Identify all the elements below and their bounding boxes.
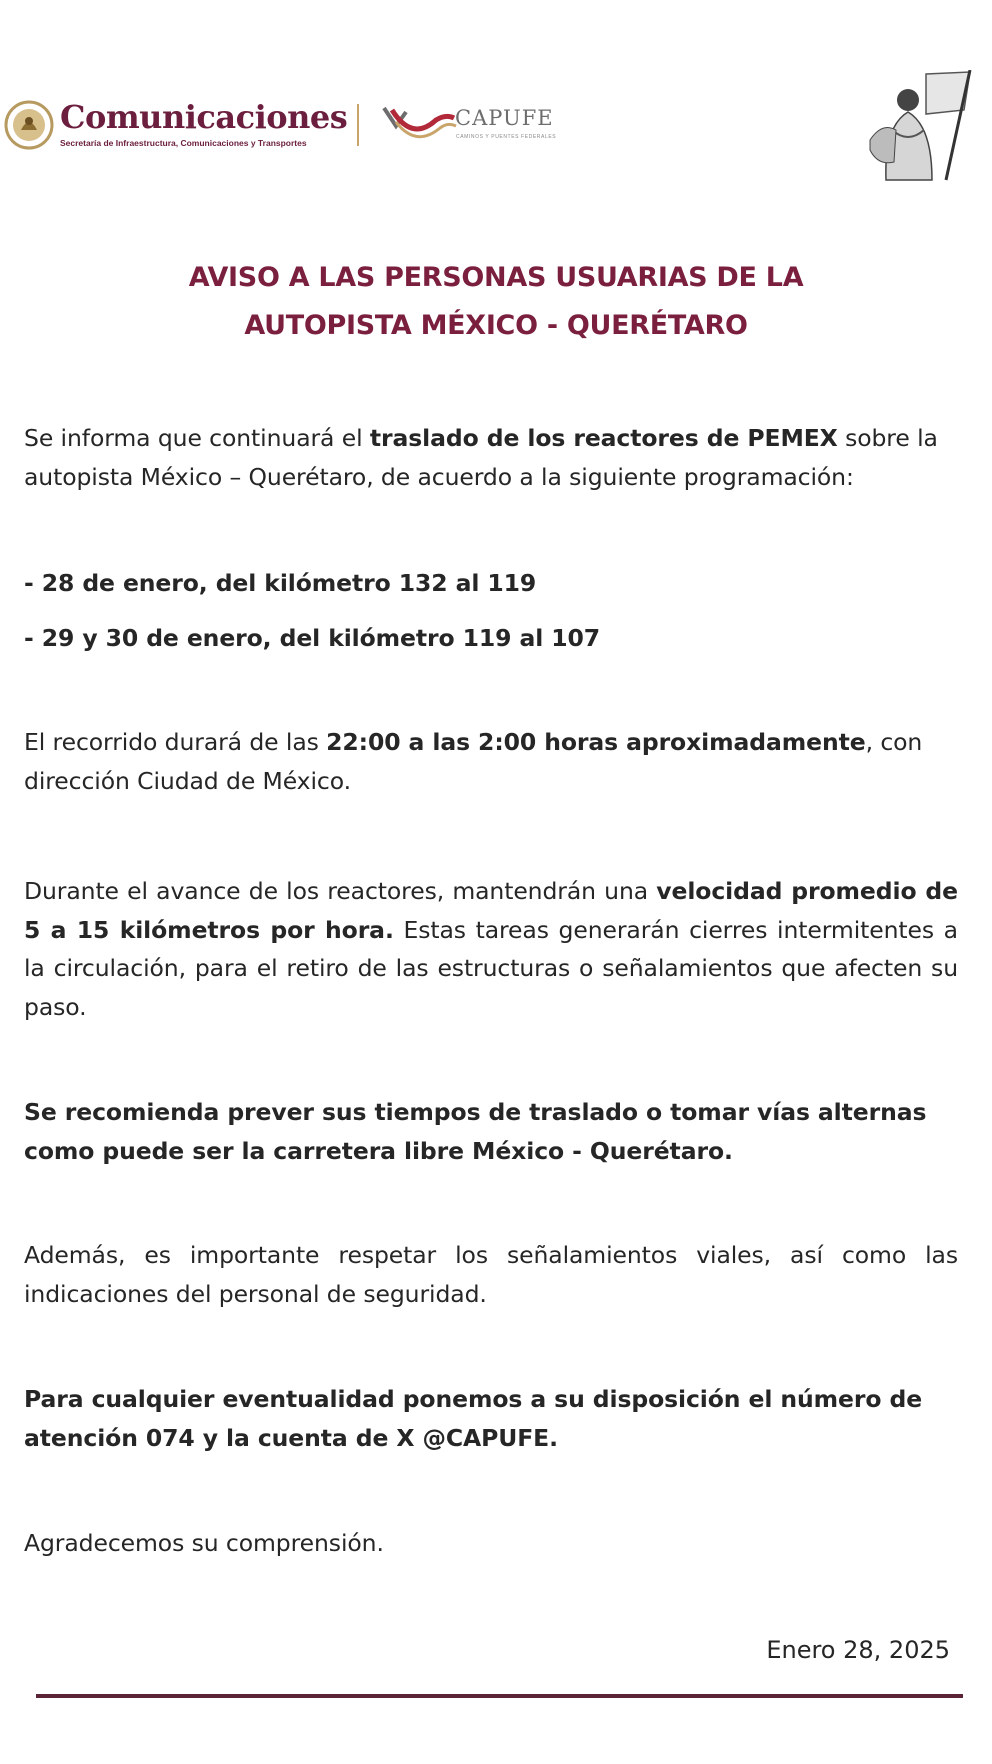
notice-title (0, 254, 992, 350)
intro-text-a: Se informa que continuará el (24, 424, 370, 452)
contact-paragraph: Para cualquier eventualidad ponemos a su disposición el número de atención 074 y la cuenta de X @CAPUFE. (24, 1385, 923, 1452)
speed-paragraph (24, 872, 958, 1026)
notice-title-line-1: AVISO A LAS PERSONAS USUARIAS DE LA (188, 262, 804, 293)
speed-text-a: Durante el avance de los reactores, mantendrán una (24, 877, 657, 905)
header-divider (357, 104, 359, 146)
heroine-with-flag-icon (866, 70, 976, 182)
thanks-paragraph: Agradecemos su comprensión. (24, 1529, 384, 1557)
intro-text-bold: traslado de los reactores de PEMEX (369, 424, 838, 452)
capufe-subtitle: CAMINOS Y PUENTES FEDERALES (456, 134, 557, 140)
time-text-c: , con dirección Ciudad de México. (24, 728, 923, 795)
document-header (0, 70, 992, 190)
time-text-a: El recorrido durará de las (24, 728, 327, 756)
safety-paragraph: Además, es importante respetar los señalamientos viales, así como las indicaciones del personal de seguridad. (24, 1241, 958, 1308)
notice-title-line-2: AUTOPISTA MÉXICO - QUERÉTARO (244, 310, 748, 341)
intro-paragraph (24, 419, 958, 496)
secretaria-title: Comunicaciones (60, 98, 348, 136)
time-text-bold: 22:00 a las 2:00 horas aproximadamente (326, 728, 866, 756)
schedule-time-paragraph (24, 723, 958, 800)
notice-date: Enero 28, 2025 (766, 1636, 950, 1664)
speed-text-bold: velocidad promedio de 5 a 15 kilómetros por hora. (24, 877, 958, 944)
secretaria-subtitle: Secretaría de Infraestructura, Comunicaciones y Transportes (60, 138, 307, 148)
capufe-name: CAPUFE (455, 106, 554, 130)
recommendation-paragraph: Se recomienda prever sus tiempos de traslado o tomar vías alternas como puede ser la carretera libre México - Querétaro. (24, 1098, 927, 1165)
national-seal-icon (4, 100, 54, 150)
capufe-logo-icon (382, 102, 458, 146)
schedule-item-1: - 28 de enero, del kilómetro 132 al 119 (24, 569, 537, 597)
intro-text-c: sobre la autopista México – Querétaro, de acuerdo a la siguiente programación: (24, 424, 938, 491)
footer-divider (36, 1694, 963, 1698)
schedule-item-2: - 29 y 30 de enero, del kilómetro 119 al 107 (24, 624, 601, 652)
speed-text-c: Estas tareas generarán cierres intermitentes a la circulación, para el retiro de las estructuras o señalamientos que afecten su paso. (24, 915, 958, 1021)
